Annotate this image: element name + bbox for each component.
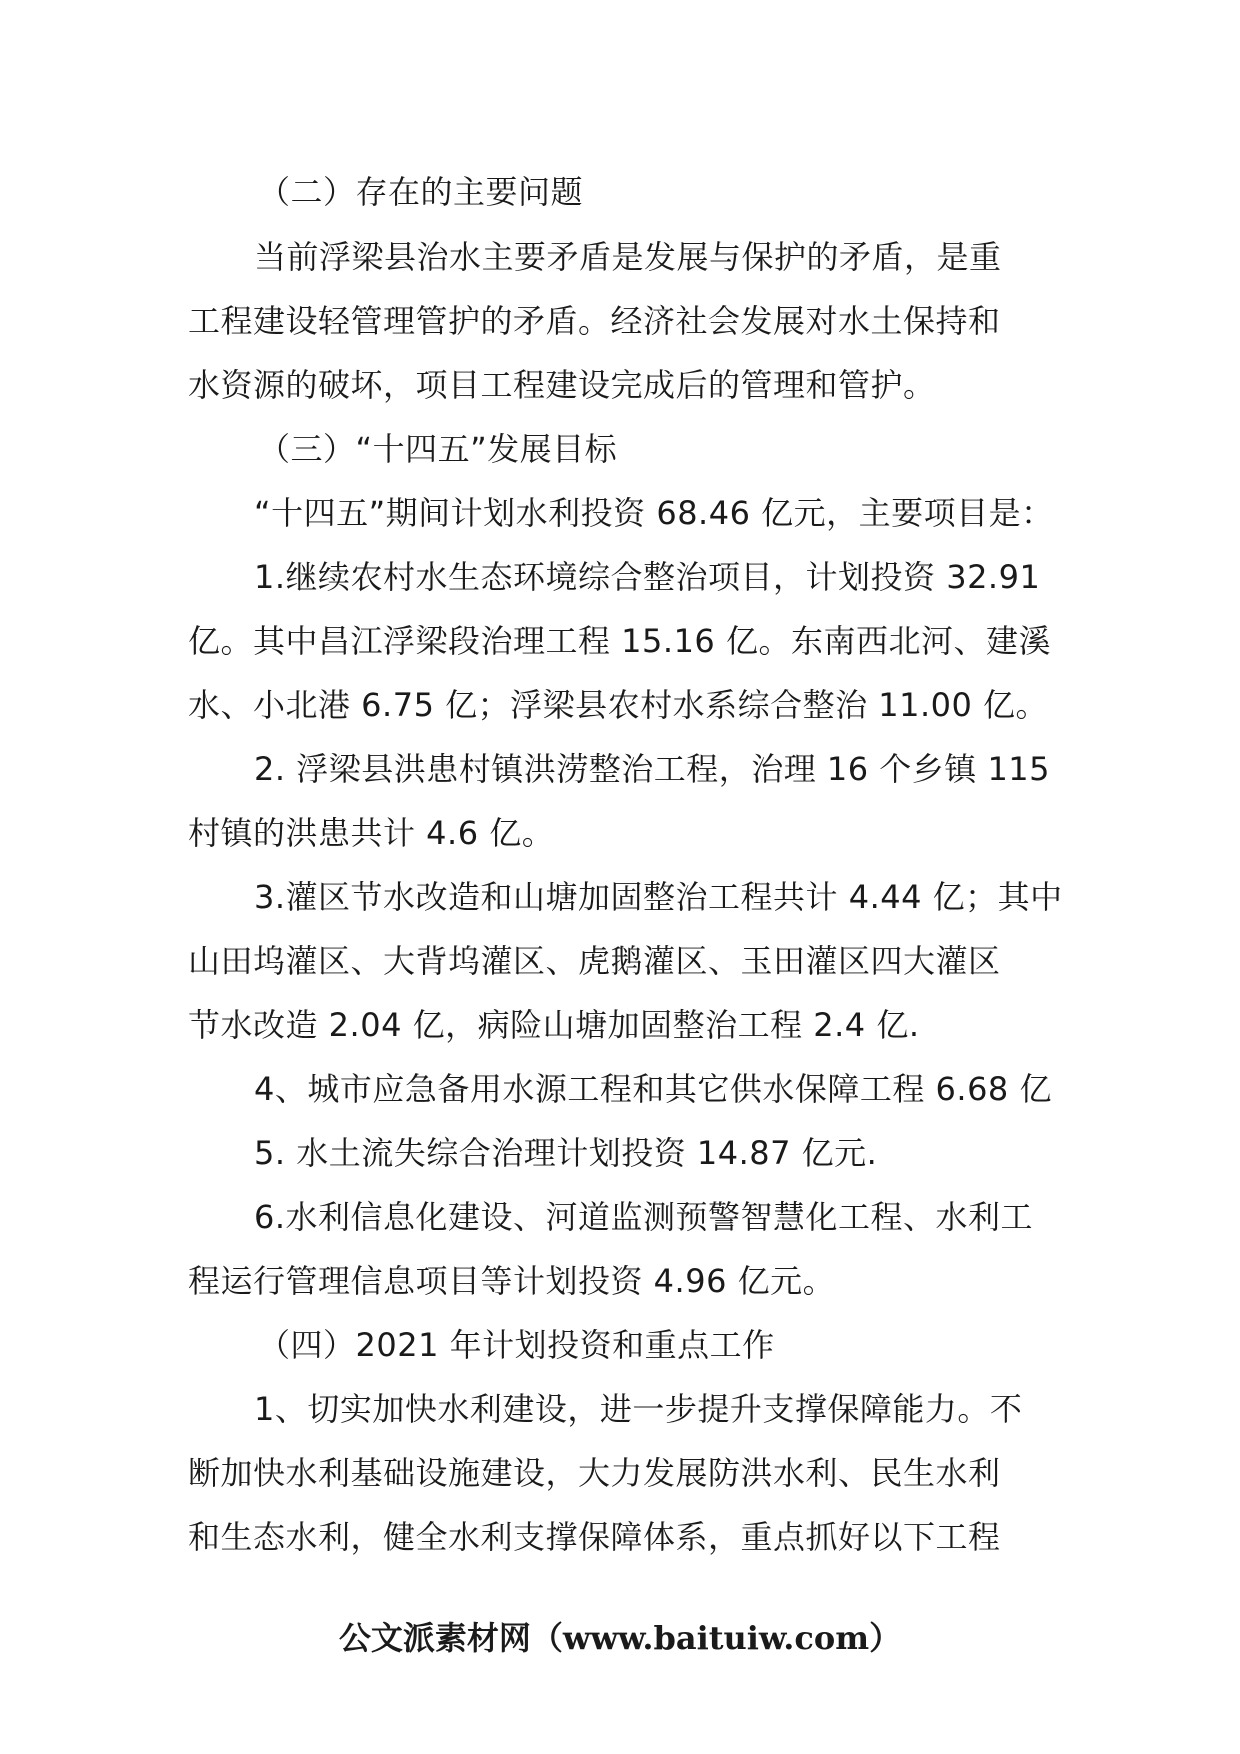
list-item-2: 2. 浮梁县洪患村镇洪涝整治工程，治理 16 个乡镇 115 <box>254 750 1051 788</box>
list-item-1: 1.继续农村水生态环境综合整治项目，计划投资 32.91 <box>254 558 1041 596</box>
paragraph-line: 水资源的破坏，项目工程建设完成后的管理和管护。 <box>188 366 936 404</box>
paragraph-line: 断加快水利基础设施建设，大力发展防洪水利、民生水利 <box>188 1454 1001 1492</box>
list-item-5: 5. 水土流失综合治理计划投资 14.87 亿元. <box>254 1134 878 1172</box>
paragraph-line: 1、切实加快水利建设，进一步提升支撑保障能力。不 <box>254 1390 1023 1428</box>
paragraph-line: 工程建设轻管理管护的矛盾。经济社会发展对水土保持和 <box>188 302 1001 340</box>
paragraph-line: “十四五”期间计划水利投资 68.46 亿元，主要项目是： <box>254 494 1054 532</box>
list-item-3: 3.灌区节水改造和山塘加固整治工程共计 4.44 亿；其中 <box>254 878 1063 916</box>
paragraph-line: 当前浮梁县治水主要矛盾是发展与保护的矛盾，是重 <box>254 238 1002 276</box>
section-heading-3: （三）“十四五”发展目标 <box>258 430 618 468</box>
list-item-6: 6.水利信息化建设、河道监测预警智慧化工程、水利工 <box>254 1198 1034 1236</box>
paragraph-line: 山田坞灌区、大背坞灌区、虎鹅灌区、玉田灌区四大灌区 <box>188 942 1001 980</box>
paragraph-line: 程运行管理信息项目等计划投资 4.96 亿元。 <box>188 1262 836 1300</box>
paragraph-line: 村镇的洪患共计 4.6 亿。 <box>188 814 555 852</box>
list-item-4: 4、城市应急备用水源工程和其它供水保障工程 6.68 亿 <box>254 1070 1052 1108</box>
paragraph-line: 亿。其中昌江浮梁段治理工程 15.16 亿。东南西北河、建溪 <box>188 622 1051 660</box>
paragraph-line: 节水改造 2.04 亿，病险山塘加固整治工程 2.4 亿. <box>188 1006 920 1044</box>
paragraph-line: 水、小北港 6.75 亿；浮梁县农村水系综合整治 11.00 亿。 <box>188 686 1049 724</box>
section-heading-2: （二）存在的主要问题 <box>258 173 584 211</box>
paragraph-line: 和生态水利，健全水利支撑保障体系，重点抓好以下工程 <box>188 1518 1001 1556</box>
section-heading-4: （四）2021 年计划投资和重点工作 <box>258 1326 775 1364</box>
footer-watermark: 公文派素材网（www.baituiw.com） <box>338 1619 902 1657</box>
